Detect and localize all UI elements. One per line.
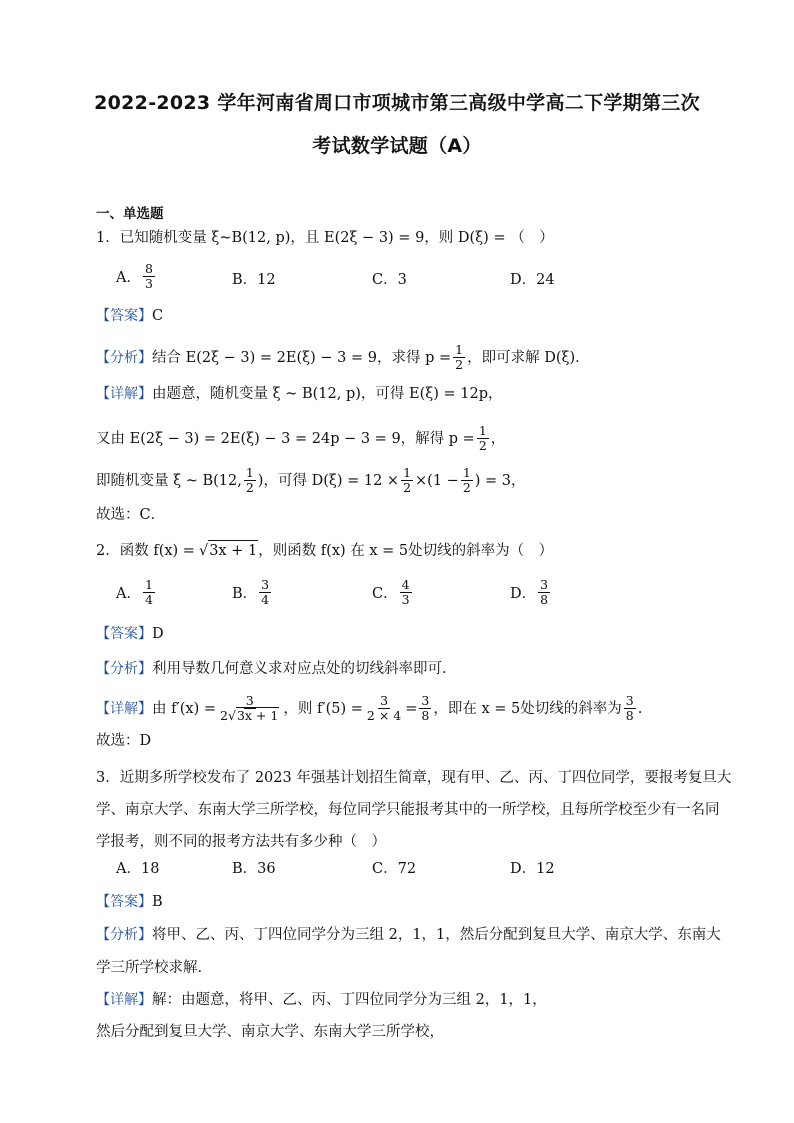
title-line-2: 考试数学试题（A） — [312, 135, 482, 157]
q2-conclusion: 故选：D — [96, 733, 152, 749]
q2-answer-value: D — [152, 626, 164, 642]
q3-option-a: A．18 — [116, 861, 160, 877]
frac-denominator: 2 — [455, 357, 464, 372]
title-line-1: 2022-2023 学年河南省周口市项城市第三高级中学高二下学期第三次 — [94, 92, 700, 114]
frac-numerator: 1 — [478, 423, 487, 438]
q2-detail-fraction-3 — [419, 694, 431, 723]
q2-stem-text-end: ，则函数 f(x) 在 x = 5处切线的斜率为（ ） — [258, 542, 554, 559]
frac-denominator: 2 — [478, 438, 487, 453]
q1-analysis-text-end: ，即可求解 D(ξ)． — [467, 349, 590, 366]
frac-denominator: 8 — [540, 592, 549, 607]
q1-option-c: C．3 — [372, 272, 407, 288]
q1-detail-3-text-d: ) = 3， — [474, 472, 526, 489]
q3-analysis-text: 将甲、乙、丙、丁四位同学分为三组 2，1，1，然后分配到复旦大学、南京大学、东南大 — [152, 927, 721, 943]
detail-label: 【详解】 — [96, 992, 152, 1008]
q1-stem: 1．已知随机变量 ξ~B(12, p)，且 E(2ξ − 3) = 9，则 D(ξ) = （ ） — [96, 230, 554, 246]
q3-option-b: B．36 — [232, 861, 276, 877]
q1-detail-1-text: 由题意，随机变量 ξ ~ B(12, p)，可得 E(ξ) = 12p， — [152, 386, 503, 402]
q2-analysis — [96, 659, 447, 679]
analysis-label: 【分析】 — [96, 661, 152, 677]
answer-label: 【答案】 — [96, 626, 152, 642]
q1-option-a-letter: A． — [116, 270, 141, 286]
q2-option-d-fraction — [538, 578, 550, 607]
q3-detail-1 — [96, 990, 547, 1010]
answer-label: 【答案】 — [96, 308, 152, 324]
q1-option-a — [116, 262, 157, 291]
frac-numerator: 3 — [625, 693, 634, 708]
q1-option-a-fraction — [143, 262, 155, 291]
q2-option-a-letter: A． — [116, 586, 141, 602]
q3-analysis-1 — [96, 925, 721, 945]
q1-detail-2-text: 又由 E(2ξ − 3) = 2E(ξ) − 3 = 24p − 3 = 9，解得 p = — [96, 430, 475, 447]
analysis-label: 【分析】 — [96, 349, 152, 366]
q3-analysis-2: 学三所学校求解. — [96, 960, 203, 976]
answer-label: 【答案】 — [96, 894, 152, 910]
q1-detail-2 — [96, 424, 505, 453]
frac-denominator: 2 — [403, 480, 412, 495]
frac-denominator: 2 — [245, 480, 254, 495]
frac-denominator-sqrt: 3x + 1 — [236, 708, 279, 723]
detail-label: 【详解】 — [96, 700, 152, 717]
frac-denominator — [218, 709, 281, 723]
q3-detail-2: 然后分配到复旦大学、南京大学、东南大学三所学校， — [96, 1024, 444, 1040]
q2-answer — [96, 624, 164, 644]
q1-detail-3-text-b: )，可得 D(ξ) = 12 × — [257, 472, 400, 489]
frac-numerator: 3 — [261, 577, 270, 592]
q3-option-d: D．12 — [510, 861, 555, 877]
q2-option-c-letter: C． — [372, 586, 398, 602]
frac-numerator: 4 — [401, 577, 410, 592]
q1-detail-3-text-a: 即随机变量 ξ ~ B(12, — [96, 472, 242, 489]
q3-stem-2: 学、南京大学、东南大学三所学校，每位同学只能报考其中的一所学校，且每所学校至少有一名同 — [96, 802, 720, 818]
q1-option-b: B．12 — [232, 272, 276, 288]
q1-detail-3-fraction-3 — [461, 466, 473, 495]
q3-stem-1: 3．近期多所学校发布了 2023 年强基计划招生简章，现有甲、乙、丙、丁四位同学，要报考复旦大 — [96, 770, 732, 786]
q1-detail-1 — [96, 384, 502, 404]
q2-detail-text-d: ，即在 x = 5处切线的斜率为 — [433, 700, 622, 717]
q1-analysis — [96, 343, 590, 372]
frac-denominator: 8 — [625, 708, 634, 723]
frac-denominator: 2 × 4 — [366, 708, 402, 723]
q2-detail — [96, 694, 642, 723]
q1-conclusion: 故选：C． — [96, 507, 166, 523]
frac-denominator: 3 — [401, 592, 410, 607]
frac-numerator: 1 — [144, 577, 153, 592]
q3-answer — [96, 892, 163, 912]
frac-denominator-coef: 2 — [220, 708, 228, 723]
sqrt-icon: √ — [198, 542, 209, 559]
frac-numerator: 3 — [380, 693, 389, 708]
q1-detail-2-text-end: ， — [490, 430, 506, 447]
q1-analysis-fraction — [453, 343, 465, 372]
detail-label: 【详解】 — [96, 386, 152, 402]
frac-numerator: 8 — [144, 261, 153, 276]
q2-option-d-letter: D． — [510, 586, 537, 602]
q2-option-c — [372, 578, 414, 607]
q2-detail-fraction-4 — [624, 694, 636, 723]
q2-option-b-fraction — [259, 578, 271, 607]
q3-option-c: C．72 — [372, 861, 417, 877]
q1-detail-3-fraction-1 — [244, 466, 256, 495]
q2-detail-text-b: ，则 f′(5) = — [283, 700, 363, 717]
q1-detail-2-fraction — [477, 424, 489, 453]
q1-answer-value: C — [152, 308, 164, 324]
q2-detail-fraction-1 — [218, 694, 281, 723]
q2-detail-text-e: . — [637, 700, 643, 717]
sqrt-icon: √ — [227, 708, 236, 723]
q2-option-b — [232, 578, 273, 607]
frac-denominator: 8 — [421, 708, 430, 723]
q2-option-b-letter: B． — [232, 586, 258, 602]
q2-option-c-fraction — [400, 578, 412, 607]
q2-analysis-text: 利用导数几何意义求对应点处的切线斜率即可. — [152, 661, 447, 677]
q1-detail-3-fraction-2 — [401, 466, 413, 495]
frac-denominator: 4 — [144, 592, 153, 607]
q2-option-a-fraction — [143, 578, 155, 607]
q2-stem-sqrt: 3x + 1 — [208, 540, 258, 561]
q2-option-a — [116, 578, 157, 607]
frac-numerator: 1 — [455, 342, 464, 357]
frac-denominator: 3 — [144, 276, 153, 291]
q2-option-d — [510, 578, 552, 607]
q2-detail-fraction-2 — [365, 694, 403, 723]
q2-stem-text: 2．函数 f(x) = — [96, 542, 195, 559]
q1-option-d: D．24 — [510, 272, 555, 288]
q1-detail-3-text-c: ×(1 − — [415, 472, 459, 489]
q1-analysis-text: 结合 E(2ξ − 3) = 2E(ξ) − 3 = 9，求得 p = — [152, 349, 452, 366]
q2-detail-text-a: 由 f′(x) = — [152, 700, 217, 717]
frac-numerator: 3 — [245, 693, 254, 708]
frac-numerator: 3 — [421, 693, 430, 708]
frac-numerator: 1 — [462, 465, 471, 480]
q1-answer — [96, 306, 163, 326]
frac-numerator: 3 — [540, 577, 549, 592]
q2-detail-text-c: = — [405, 700, 418, 717]
frac-numerator: 1 — [245, 465, 254, 480]
q1-detail-3 — [96, 466, 526, 495]
section-heading: 一、单选题 — [96, 206, 164, 222]
frac-denominator: 4 — [261, 592, 270, 607]
frac-numerator: 1 — [403, 465, 412, 480]
frac-denominator: 2 — [462, 480, 471, 495]
q2-stem — [96, 540, 553, 561]
q3-stem-3: 学报考，则不同的报考方法共有多少种（ ） — [96, 834, 386, 850]
q3-detail-1-text: 解：由题意，将甲、乙、丙、丁四位同学分为三组 2，1，1， — [152, 992, 547, 1008]
q3-answer-value: B — [152, 894, 163, 910]
analysis-label: 【分析】 — [96, 927, 152, 943]
